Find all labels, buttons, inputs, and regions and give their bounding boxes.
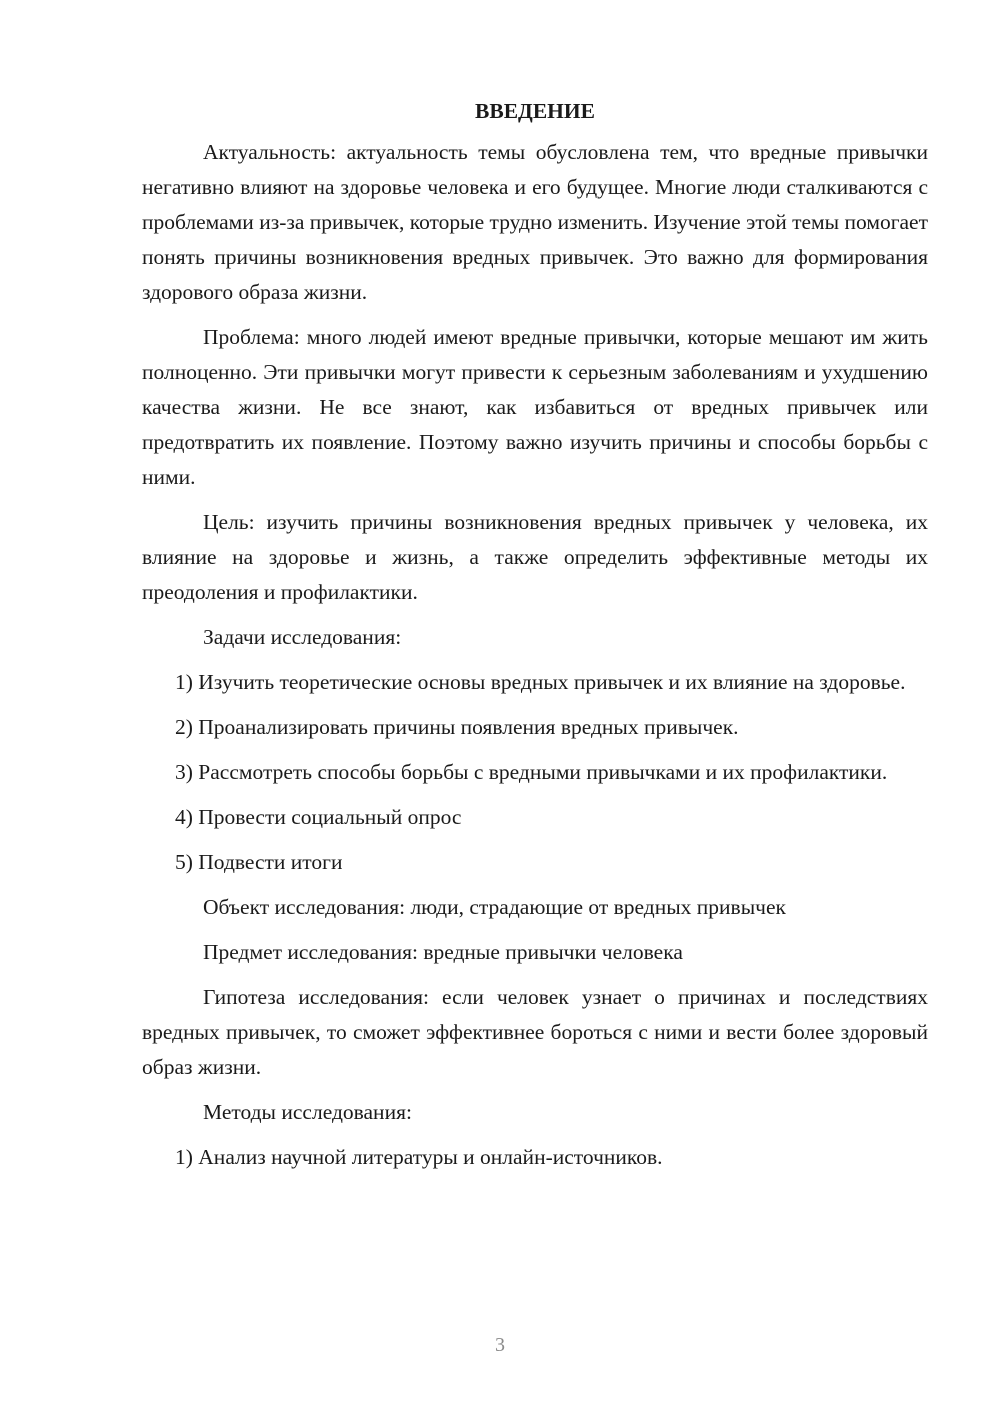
problem-paragraph: Проблема: много людей имеют вредные привычки, которые мешают им жить полноценно. Эти привычки могут привести к серьезным заболеваниям и ухудшению качества жизни. Не все знают, как избавиться от вредных привычек или предотвратить их появление. Поэтому важно изучить причины и способы борьбы с ними. (142, 325, 928, 489)
hypothesis-paragraph: Гипотеза исследования: если человек узнает о причинах и последствиях вредных привычек, то сможет эффективнее бороться с ними и вести более здоровый образ жизни. (142, 985, 928, 1079)
document-page (142, 96, 928, 1185)
tasks-heading: Задачи исследования: (203, 625, 402, 649)
page-number: 3 (495, 1334, 505, 1356)
task-item: 5) Подвести итоги (175, 850, 343, 874)
task-item: 2) Проанализировать причины появления вредных привычек. (175, 715, 739, 739)
relevance-paragraph: Актуальность: актуальность темы обусловлена тем, что вредные привычки негативно влияют на здоровье человека и его будущее. Многие люди сталкиваются с проблемами из-за привычек, которые трудно изменить. Изучение этой темы помогает понять причины возникновения вредных привычек. Это важно для формирования здорового образа жизни. (142, 140, 928, 304)
object-paragraph: Объект исследования: люди, страдающие от вредных привычек (203, 895, 786, 919)
task-item: 4) Провести социальный опрос (175, 805, 462, 829)
task-item: 3) Рассмотреть способы борьбы с вредными привычками и их профилактики. (175, 760, 888, 784)
page-title: ВВЕДЕНИЕ (475, 99, 595, 123)
task-item: 1) Изучить теоретические основы вредных привычек и их влияние на здоровье. (175, 670, 906, 694)
methods-heading: Методы исследования: (203, 1100, 412, 1124)
goal-paragraph: Цель: изучить причины возникновения вредных привычек у человека, их влияние на здоровье и жизнь, а также определить эффективные методы их преодоления и профилактики. (142, 510, 928, 604)
subject-paragraph: Предмет исследования: вредные привычки человека (203, 940, 683, 964)
method-item: 1) Анализ научной литературы и онлайн-источников. (175, 1145, 663, 1169)
